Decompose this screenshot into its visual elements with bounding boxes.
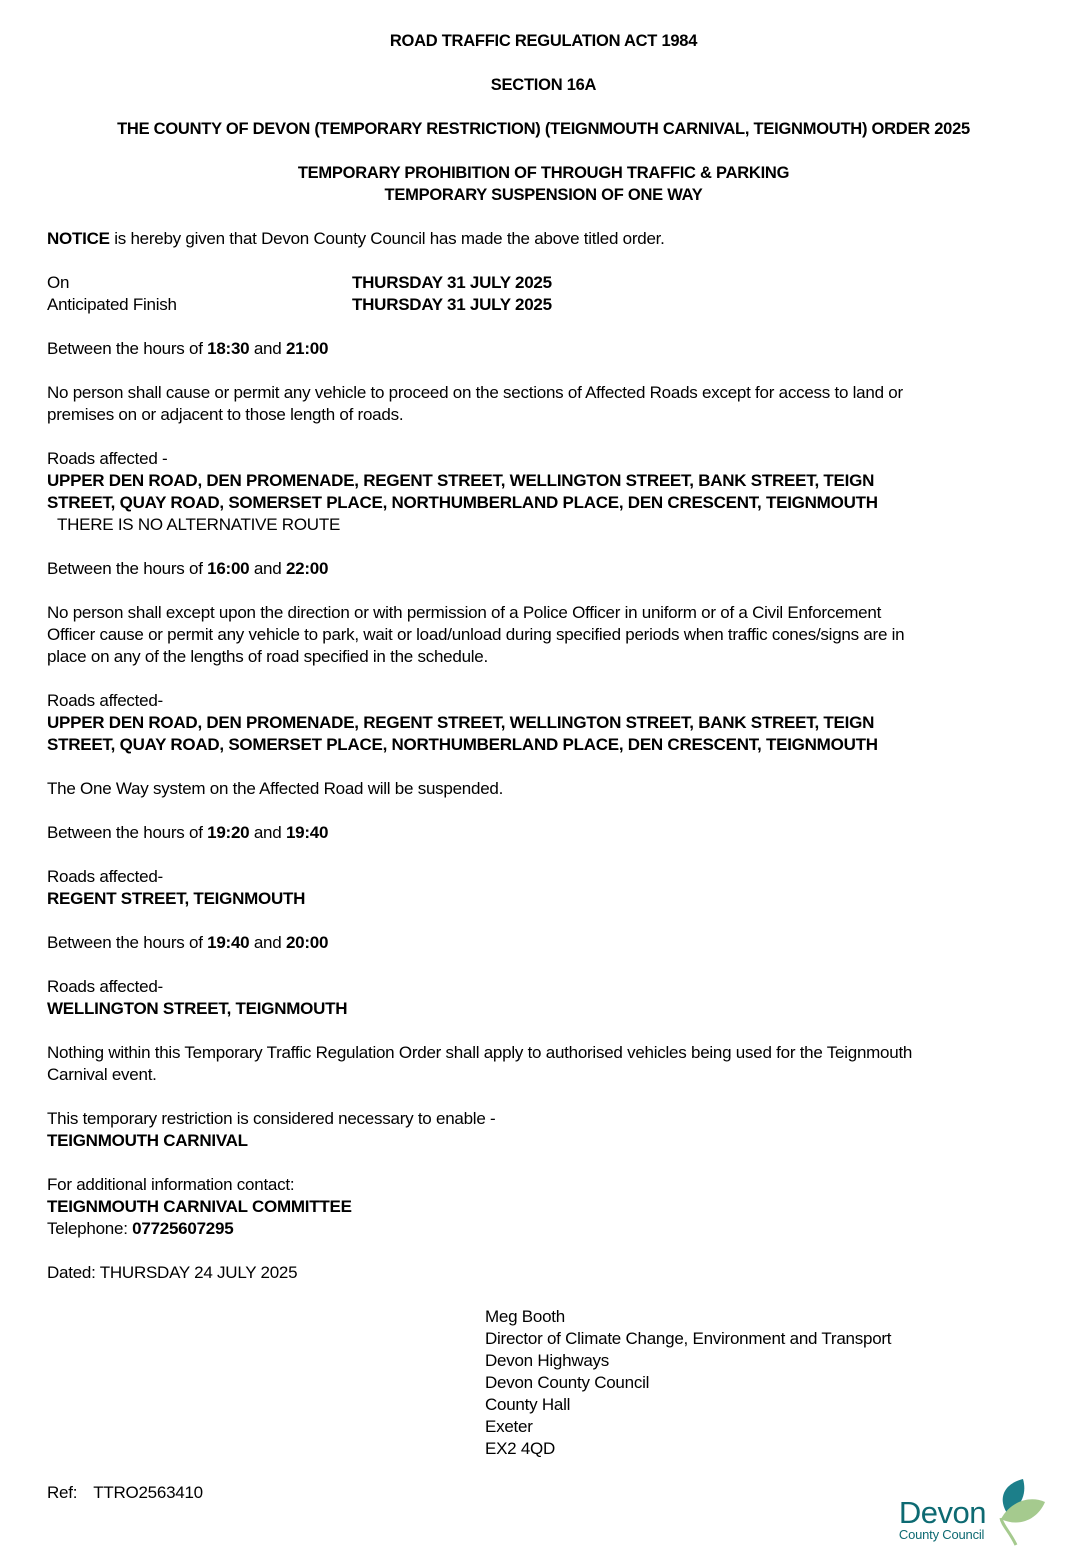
roads-list-3: REGENT STREET, TEIGNMOUTH xyxy=(47,889,306,908)
leaf-icon xyxy=(988,1478,1046,1546)
notice-paragraph xyxy=(47,228,1040,250)
title-order: THE COUNTY OF DEVON (TEMPORARY RESTRICTION) (TEIGNMOUTH CARNIVAL, TEIGNMOUTH) ORDER 2025 xyxy=(117,120,970,138)
dates-block xyxy=(47,272,1040,316)
roads-affected-wellington xyxy=(47,976,1040,1020)
hours-traffic-prefix: Between the hours of xyxy=(47,339,208,358)
signatory-org-highways: Devon Highways xyxy=(485,1351,610,1370)
roads-list-1-line2: STREET, QUAY ROAD, SOMERSET PLACE, NORTHUMBERLAND PLACE, DEN CRESCENT, TEIGNMOUTH xyxy=(47,493,878,512)
title-act: ROAD TRAFFIC REGULATION ACT 1984 xyxy=(389,32,698,50)
hours-parking-and: and xyxy=(249,559,286,578)
contact-intro: For additional information contact: xyxy=(47,1175,295,1194)
hours-traffic xyxy=(47,338,1040,360)
hours-parking-start: 16:00 xyxy=(207,559,250,578)
start-date-label: On xyxy=(47,273,70,292)
devon-county-council-logo xyxy=(899,1478,1046,1546)
hours-traffic-start: 18:30 xyxy=(207,339,250,358)
purpose-intro: This temporary restriction is considered necessary to enable - xyxy=(47,1109,496,1128)
signatory-postcode: EX2 4QD xyxy=(485,1439,556,1458)
signatory-title: Director of Climate Change, Environment and Transport xyxy=(485,1329,892,1348)
reference-label: Ref: xyxy=(47,1483,78,1502)
subtitle-prohibition: TEMPORARY PROHIBITION OF THROUGH TRAFFIC & PARKING xyxy=(297,164,790,182)
hours-traffic-and: and xyxy=(249,339,286,358)
hours-parking xyxy=(47,558,1040,580)
signatory-address-city: Exeter xyxy=(485,1417,533,1436)
purpose-block xyxy=(47,1108,1040,1152)
title-subtitle xyxy=(47,162,1040,206)
finish-date-value: THURSDAY 31 JULY 2025 xyxy=(352,295,552,314)
signatory-address-hall: County Hall xyxy=(485,1395,571,1414)
reference-line xyxy=(47,1482,1040,1504)
hours-parking-prefix: Between the hours of xyxy=(47,559,208,578)
hours-wellington-start: 19:40 xyxy=(207,933,250,952)
parking-rule-line1: No person shall except upon the direction or with permission of a Police Officer in uniform or of a Civil Enforcement xyxy=(47,603,882,622)
contact-phone-number: 07725607295 xyxy=(132,1219,234,1238)
hours-wellington-end: 20:00 xyxy=(285,933,329,952)
hours-wellington xyxy=(47,932,1040,954)
dated-line: Dated: THURSDAY 24 JULY 2025 xyxy=(47,1263,298,1282)
hours-regent xyxy=(47,822,1040,844)
finish-date-label: Anticipated Finish xyxy=(47,295,177,314)
hours-wellington-prefix: Between the hours of xyxy=(47,933,208,952)
start-date-value: THURSDAY 31 JULY 2025 xyxy=(352,273,552,292)
notice-label: NOTICE xyxy=(47,229,110,248)
hours-parking-end: 22:00 xyxy=(285,559,329,578)
contact-name: TEIGNMOUTH CARNIVAL COMMITTEE xyxy=(47,1197,352,1216)
exemption-paragraph xyxy=(47,1042,1040,1086)
traffic-rule-paragraph xyxy=(47,382,1040,426)
one-way-note: The One Way system on the Affected Road will be suspended. xyxy=(47,779,504,798)
roads-affected-label-3: Roads affected- xyxy=(47,867,163,886)
hours-regent-start: 19:20 xyxy=(207,823,250,842)
roads-affected-label-2: Roads affected- xyxy=(47,691,163,710)
hours-regent-and: and xyxy=(249,823,286,842)
exemption-line2: Carnival event. xyxy=(47,1065,157,1084)
logo-text xyxy=(898,1495,986,1546)
parking-rule-line2: Officer cause or permit any vehicle to park, wait or load/unload during specified periods when traffic cones/signs are in xyxy=(47,625,905,644)
signature-block xyxy=(485,1306,1040,1460)
roads-affected-parking xyxy=(47,690,1040,756)
reference-value: TTRO2563410 xyxy=(93,1483,203,1502)
parking-rule-line3: place on any of the lengths of road specified in the schedule. xyxy=(47,647,488,666)
purpose-event-name: TEIGNMOUTH CARNIVAL xyxy=(47,1131,248,1150)
roads-affected-label-1: Roads affected - xyxy=(47,449,168,468)
traffic-rule-line1: No person shall cause or permit any vehicle to proceed on the sections of Affected Roads except for access to land or xyxy=(47,383,903,402)
finish-date-row xyxy=(47,294,1040,316)
roads-list-4: WELLINGTON STREET, TEIGNMOUTH xyxy=(47,999,348,1018)
parking-rule-paragraph xyxy=(47,602,1040,668)
signatory-name: Meg Booth xyxy=(485,1307,565,1326)
roads-affected-label-4: Roads affected- xyxy=(47,977,163,996)
hours-regent-end: 19:40 xyxy=(285,823,329,842)
start-date-row xyxy=(47,272,1040,294)
roads-affected-traffic xyxy=(47,448,1040,536)
contact-phone-label: Telephone: xyxy=(47,1219,133,1238)
title-section: SECTION 16A xyxy=(490,76,597,94)
contact-phone-line xyxy=(47,1218,1040,1240)
traffic-rule-line2: premises on or adjacent to those length of roads. xyxy=(47,405,404,424)
hours-wellington-and: and xyxy=(249,933,286,952)
roads-list-1-line1: UPPER DEN ROAD, DEN PROMENADE, REGENT STREET, WELLINGTON STREET, BANK STREET, TEIGN xyxy=(47,471,875,490)
roads-list-2-line1: UPPER DEN ROAD, DEN PROMENADE, REGENT STREET, WELLINGTON STREET, BANK STREET, TEIGN xyxy=(47,713,875,732)
exemption-line1: Nothing within this Temporary Traffic Regulation Order shall apply to authorised vehicles being used for the Teignmouth xyxy=(47,1043,913,1062)
no-alternative-route-note: THERE IS NO ALTERNATIVE ROUTE xyxy=(57,515,341,534)
signatory-org-council: Devon County Council xyxy=(485,1373,650,1392)
notice-text: is hereby given that Devon County Council has made the above titled order. xyxy=(109,229,665,248)
hours-traffic-end: 21:00 xyxy=(285,339,329,358)
subtitle-suspension: TEMPORARY SUSPENSION OF ONE WAY xyxy=(384,186,703,204)
roads-list-2-line2: STREET, QUAY ROAD, SOMERSET PLACE, NORTHUMBERLAND PLACE, DEN CRESCENT, TEIGNMOUTH xyxy=(47,735,878,754)
roads-affected-regent xyxy=(47,866,1040,910)
hours-regent-prefix: Between the hours of xyxy=(47,823,208,842)
contact-block xyxy=(47,1174,1040,1240)
logo-county-council-text: County Council xyxy=(898,1527,985,1542)
logo-devon-wordmark: Devon xyxy=(898,1495,986,1530)
